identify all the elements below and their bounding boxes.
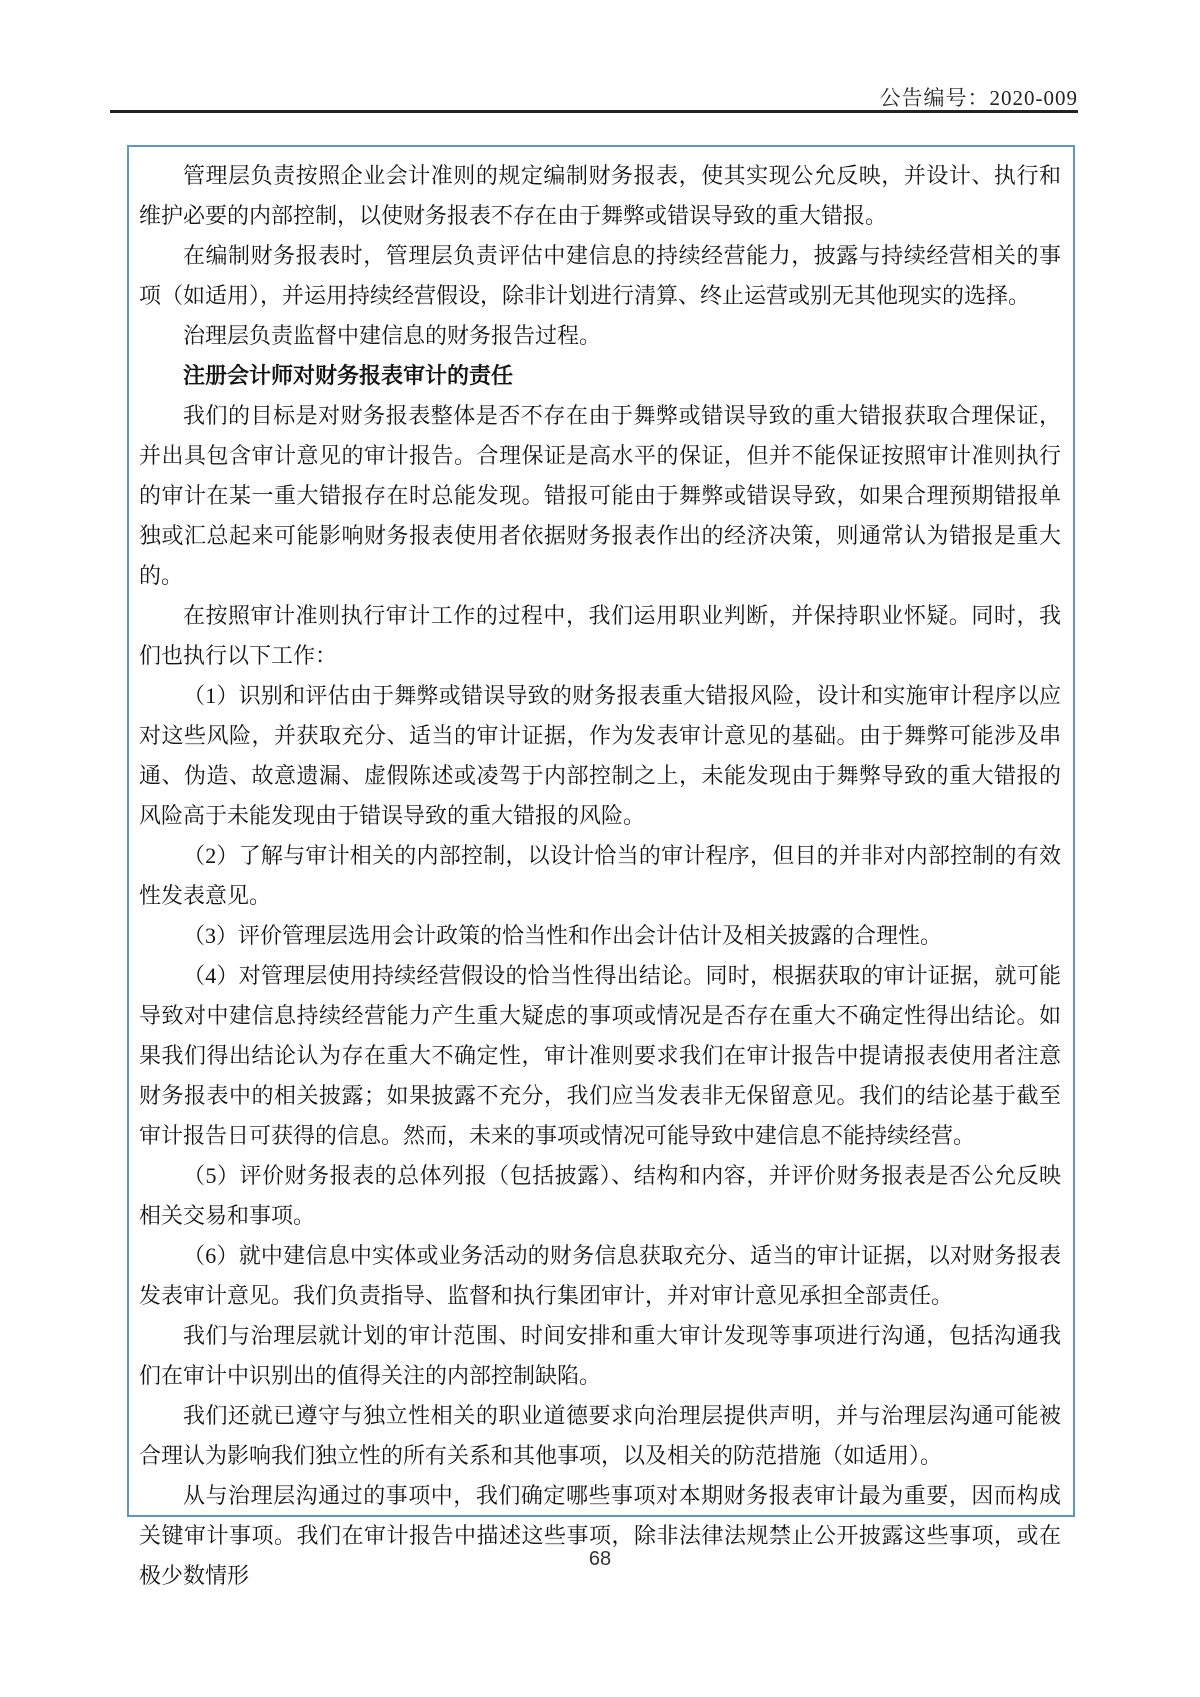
- paragraph-item-1-risk-identification: （1）识别和评估由于舞弊或错误导致的财务报表重大错报风险，设计和实施审计程序以应对这些风险，并获取充分、适当的审计证据，作为发表审计意见的基础。由于舞弊可能涉及串通、伪造、故意遗漏、虚假陈述或凌驾于内部控制之上，未能发现由于舞弊导致的重大错报的风险高于未能发现由于错误导致的重大错报的风险。: [139, 683, 1061, 828]
- paragraph-governance-oversight: 治理层负责监督中建信息的财务报告过程。: [183, 323, 602, 348]
- paragraph-key-audit-matters: 从与治理层沟通过的事项中，我们确定哪些事项对本期财务报表审计最为重要，因而构成关键审计事项。我们在审计报告中描述这些事项，除非法律法规禁止公开披露这些事项，或在极少数情形: [139, 1483, 1061, 1588]
- paragraph-item-2-internal-control: （2）了解与审计相关的内部控制，以设计恰当的审计程序，但目的并非对内部控制的有效性发表意见。: [139, 843, 1061, 908]
- paragraph-independence-statement: 我们还就已遵守与独立性相关的职业道德要求向治理层提供声明，并与治理层沟通可能被合理认为影响我们独立性的所有关系和其他事项，以及相关的防范措施（如适用）。: [139, 1403, 1061, 1468]
- paragraph-management-responsibility: 管理层负责按照企业会计准则的规定编制财务报表，使其实现公允反映，并设计、执行和维护必要的内部控制，以使财务报表不存在由于舞弊或错误导致的重大错报。: [139, 163, 1061, 228]
- paragraph-communication-scope: 我们与治理层就计划的审计范围、时间安排和重大审计发现等事项进行沟通，包括沟通我们在审计中识别出的值得关注的内部控制缺陷。: [139, 1323, 1061, 1388]
- paragraph-item-3-accounting-policies: （3）评价管理层选用会计政策的恰当性和作出会计估计及相关披露的合理性。: [183, 923, 943, 948]
- paragraph-professional-judgment: 在按照审计准则执行审计工作的过程中，我们运用职业判断，并保持职业怀疑。同时，我们也执行以下工作：: [139, 603, 1061, 668]
- header-divider: [110, 110, 1078, 113]
- paragraph-item-5-overall-presentation: （5）评价财务报表的总体列报（包括披露）、结构和内容，并评价财务报表是否公允反映相关交易和事项。: [139, 1163, 1061, 1228]
- paragraph-going-concern-assessment: 在编制财务报表时，管理层负责评估中建信息的持续经营能力，披露与持续经营相关的事项（如适用），并运用持续经营假设，除非计划进行清算、终止运营或别无其他现实的选择。: [139, 243, 1061, 308]
- paragraph-item-4-going-concern-conclusion: （4）对管理层使用持续经营假设的恰当性得出结论。同时，根据获取的审计证据，就可能导致对中建信息持续经营能力产生重大疑虑的事项或情况是否存在重大不确定性得出结论。如果我们得出结论认为存在重大不确定性，审计准则要求我们在审计报告中提请报表使用者注意财务报表中的相关披露；如果披露不充分，我们应当发表非无保留意见。我们的结论基于截至审计报告日可获得的信息。然而，未来的事项或情况可能导致中建信息不能持续经营。: [139, 963, 1061, 1148]
- section-heading-auditor-responsibility: 注册会计师对财务报表审计的责任: [183, 363, 514, 388]
- page-number: 68: [588, 1548, 612, 1570]
- paragraph-item-6-group-audit: （6）就中建信息中实体或业务活动的财务信息获取充分、适当的审计证据，以对财务报表发表审计意见。我们负责指导、监督和执行集团审计，并对审计意见承担全部责任。: [139, 1243, 1061, 1308]
- paragraph-audit-objective: 我们的目标是对财务报表整体是否不存在由于舞弊或错误导致的重大错报获取合理保证，并出具包含审计意见的审计报告。合理保证是高水平的保证，但并不能保证按照审计准则执行的审计在某一重大错报存在时总能发现。错报可能由于舞弊或错误导致，如果合理预期错报单独或汇总起来可能影响财务报表使用者依据财务报表作出的经济决策，则通常认为错报是重大的。: [139, 403, 1061, 588]
- doc-number: 公告编号：2020-009: [879, 86, 1078, 110]
